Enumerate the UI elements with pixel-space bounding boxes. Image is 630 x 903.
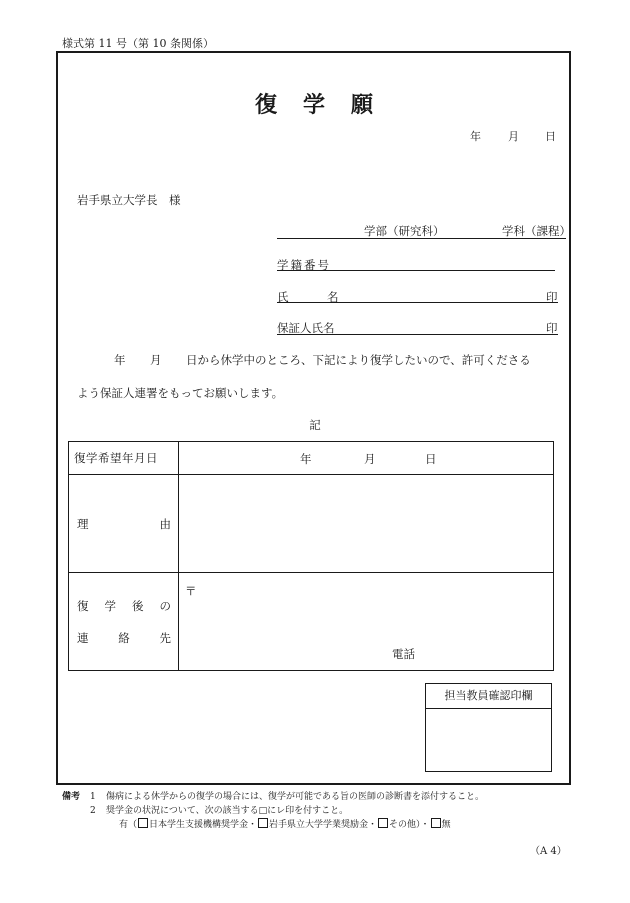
note-3-prefix: 有（ bbox=[119, 820, 138, 830]
option-jasso: 日本学生支援機構奨学金・ bbox=[149, 820, 258, 830]
guarantor-seal-mark: 印 bbox=[546, 321, 558, 335]
checkbox-other[interactable] bbox=[378, 818, 388, 828]
contact-field[interactable] bbox=[179, 573, 554, 671]
paper-size-label: （A 4） bbox=[530, 846, 567, 857]
postal-mark: 〒 bbox=[185, 584, 197, 598]
student-id-underline bbox=[277, 270, 555, 271]
body-year: 年 bbox=[114, 353, 126, 367]
body-line2: よう保証人連署をもってお願いします。 bbox=[77, 386, 284, 400]
checkbox-iwate-award[interactable] bbox=[258, 818, 268, 828]
contact-label-1d: の bbox=[159, 598, 171, 613]
contact-label-2c: 先 bbox=[159, 630, 171, 645]
contact-label-2b: 絡 bbox=[118, 630, 130, 645]
guarantor-underline bbox=[277, 334, 558, 335]
name-label-b: 名 bbox=[327, 290, 339, 304]
name-seal-mark: 印 bbox=[546, 290, 558, 304]
faculty-underline bbox=[277, 238, 566, 239]
return-date-label: 復学希望年月日 bbox=[69, 442, 179, 475]
checkbox-none[interactable] bbox=[431, 818, 441, 828]
contact-label-1b: 学 bbox=[104, 598, 116, 613]
option-iwate-award: 岩手県立大学学業奨励金・ bbox=[269, 820, 378, 830]
document-title: 復 学 願 bbox=[254, 92, 375, 118]
notes-heading: 備考 bbox=[62, 792, 81, 802]
return-date-month: 月 bbox=[364, 452, 376, 466]
return-date-year: 年 bbox=[300, 452, 312, 466]
addressee: 岩手県立大学長 様 bbox=[77, 193, 181, 207]
note-2-number: 2 bbox=[90, 806, 96, 816]
body-month: 月 bbox=[150, 353, 162, 367]
reason-label-b: 由 bbox=[159, 516, 171, 531]
note-2: 奨学金の状況について、次の該当する□にレ印を付すこと。 bbox=[106, 806, 349, 816]
teacher-stamp-box bbox=[425, 683, 552, 772]
date-month: 月 bbox=[508, 130, 519, 143]
note-1-number: 1 bbox=[90, 792, 96, 802]
option-other: その他）・ bbox=[389, 820, 430, 830]
student-id-label: 学籍番号 bbox=[277, 258, 331, 272]
ki-heading: 記 bbox=[309, 418, 321, 432]
form-number-label: 様式第 11 号（第 10 条関係） bbox=[62, 37, 214, 50]
department-label: 学科（課程） bbox=[502, 224, 571, 238]
note-1: 傷病による休学からの復学の場合には、復学が可能である旨の医師の診断書を添付すること。 bbox=[106, 792, 485, 802]
option-none: 無 bbox=[441, 820, 451, 830]
return-date-day: 日 bbox=[425, 452, 437, 466]
name-label-a: 氏 bbox=[277, 290, 289, 304]
contact-label-cell bbox=[69, 573, 179, 671]
name-underline bbox=[277, 302, 558, 303]
request-table bbox=[68, 441, 554, 671]
reason-field[interactable] bbox=[179, 475, 554, 573]
date-day: 日 bbox=[545, 130, 556, 143]
phone-label: 電話 bbox=[392, 647, 415, 661]
faculty-label: 学部（研究科） bbox=[364, 224, 445, 238]
contact-label-2a: 連 bbox=[77, 630, 89, 645]
reason-label-a: 理 bbox=[77, 516, 89, 531]
return-date-cell bbox=[179, 442, 554, 475]
reason-label-cell bbox=[69, 475, 179, 573]
date-year: 年 bbox=[470, 130, 481, 143]
teacher-stamp-title: 担当教員確認印欄 bbox=[426, 684, 551, 709]
checkbox-jasso[interactable] bbox=[138, 818, 148, 828]
contact-label-1a: 復 bbox=[77, 598, 89, 613]
body-line1: 日から休学中のところ、下記により復学したいので、許可くださる bbox=[186, 353, 531, 367]
contact-label-1c: 後 bbox=[132, 598, 144, 613]
guarantor-label: 保証人氏名 bbox=[277, 321, 335, 335]
notes bbox=[62, 790, 484, 832]
